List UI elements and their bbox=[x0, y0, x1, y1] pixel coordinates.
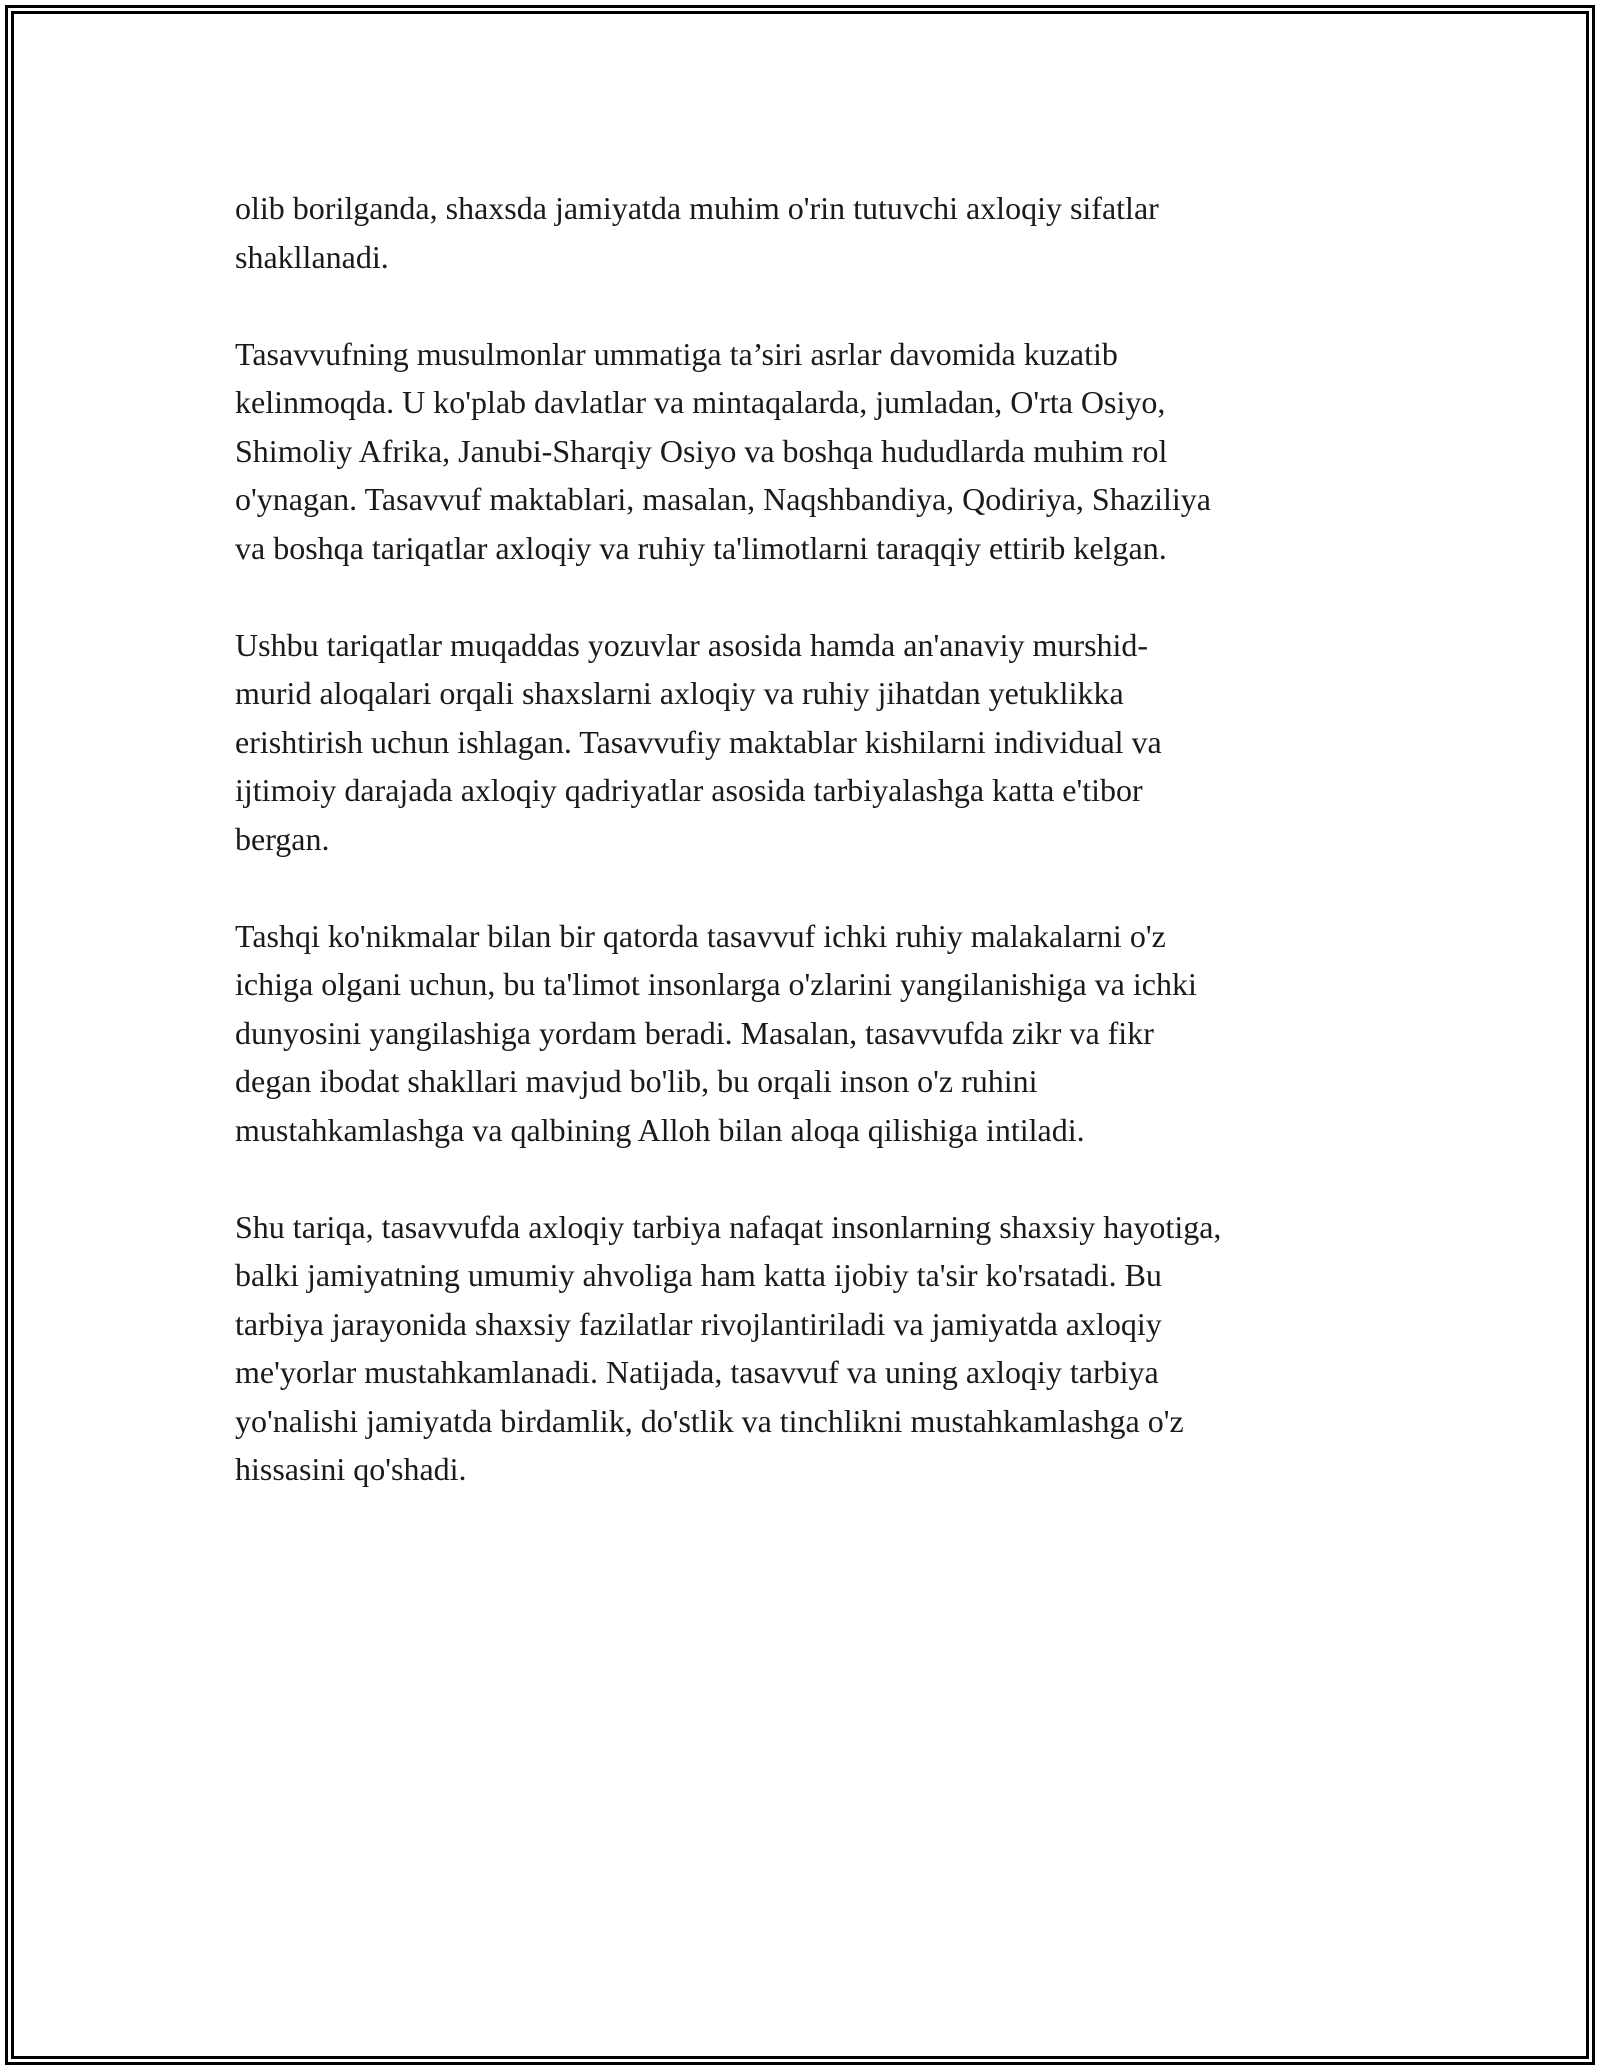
paragraph-line: Shimoliy Afrika, Janubi-Sharqiy Osiyo va boshqa hududlarda muhim rol bbox=[235, 432, 1168, 469]
paragraph-line: murid aloqalari orqali shaxslarni axloqiy va ruhiy jihatdan yetuklikka bbox=[235, 675, 1124, 711]
paragraph-line: ijtimoiy darajada axloqiy qadriyatlar asosida tarbiyalashga katta e'tibor bbox=[235, 772, 1143, 808]
paragraph-2 bbox=[235, 330, 1385, 573]
paragraph-line: tarbiya jarayonida shaxsiy fazilatlar rivojlantiriladi va jamiyatda axloqiy bbox=[235, 1305, 1162, 1342]
paragraph-line: Tashqi ko'nikmalar bilan bir qatorda tasavvuf ichki ruhiy malakalarni o'z bbox=[235, 917, 1166, 954]
paragraph-line: mustahkamlashga va qalbining Alloh bilan aloqa qilishiga intiladi. bbox=[235, 1111, 1085, 1148]
paragraph-line: shakllanadi. bbox=[235, 238, 389, 275]
paragraph-line: yo'nalishi jamiyatda birdamlik, do'stlik va tinchlikni mustahkamlashga o'z bbox=[235, 1402, 1184, 1439]
paragraph-line: va boshqa tariqatlar axloqiy va ruhiy ta'limotlarni taraqqiy ettirib kelgan. bbox=[235, 529, 1167, 566]
paragraph-line: Ushbu tariqatlar muqaddas yozuvlar asosida hamda an'anaviy murshid- bbox=[235, 626, 1149, 663]
paragraph-5 bbox=[235, 1203, 1385, 1494]
document-body bbox=[235, 184, 1385, 1542]
paragraph-line: bergan. bbox=[235, 820, 330, 857]
paragraph-1 bbox=[235, 184, 1385, 281]
paragraph-line: Shu tariqa, tasavvufda axloqiy tarbiya nafaqat insonlarning shaxsiy hayotiga, bbox=[235, 1208, 1222, 1245]
paragraph-line: o'ynagan. Tasavvuf maktablari, masalan, Naqshbandiya, Qodiriya, Shaziliya bbox=[235, 481, 1211, 517]
paragraph-line: hissasini qo'shadi. bbox=[235, 1451, 467, 1487]
paragraph-line: kelinmoqda. U ko'plab davlatlar va mintaqalarda, jumladan, O'rta Osiyo, bbox=[235, 384, 1166, 420]
paragraph-line: dunyosini yangilashiga yordam beradi. Masalan, tasavvufda zikr va fikr bbox=[235, 1014, 1154, 1051]
paragraph-4 bbox=[235, 912, 1385, 1155]
paragraph-line: me'yorlar mustahkamlanadi. Natijada, tasavvuf va uning axloqiy tarbiya bbox=[235, 1354, 1159, 1390]
paragraph-line: erishtirish uchun ishlagan. Tasavvufiy maktablar kishilarni individual va bbox=[235, 723, 1162, 760]
paragraph-3 bbox=[235, 621, 1385, 864]
paragraph-line: olib borilganda, shaxsda jamiyatda muhim o'rin tutuvchi axloqiy sifatlar bbox=[235, 190, 1159, 226]
paragraph-line: Tasavvufning musulmonlar ummatiga ta’siri asrlar davomida kuzatib bbox=[235, 335, 1118, 372]
paragraph-line: ichiga olgani uchun, bu ta'limot insonlarga o'zlarini yangilanishiga va ichki bbox=[235, 966, 1197, 1002]
paragraph-line: balki jamiyatning umumiy ahvoliga ham katta ijobiy ta'sir ko'rsatadi. Bu bbox=[235, 1257, 1162, 1293]
paragraph-line: degan ibodat shakllari mavjud bo'lib, bu orqali inson o'z ruhini bbox=[235, 1063, 1038, 1099]
